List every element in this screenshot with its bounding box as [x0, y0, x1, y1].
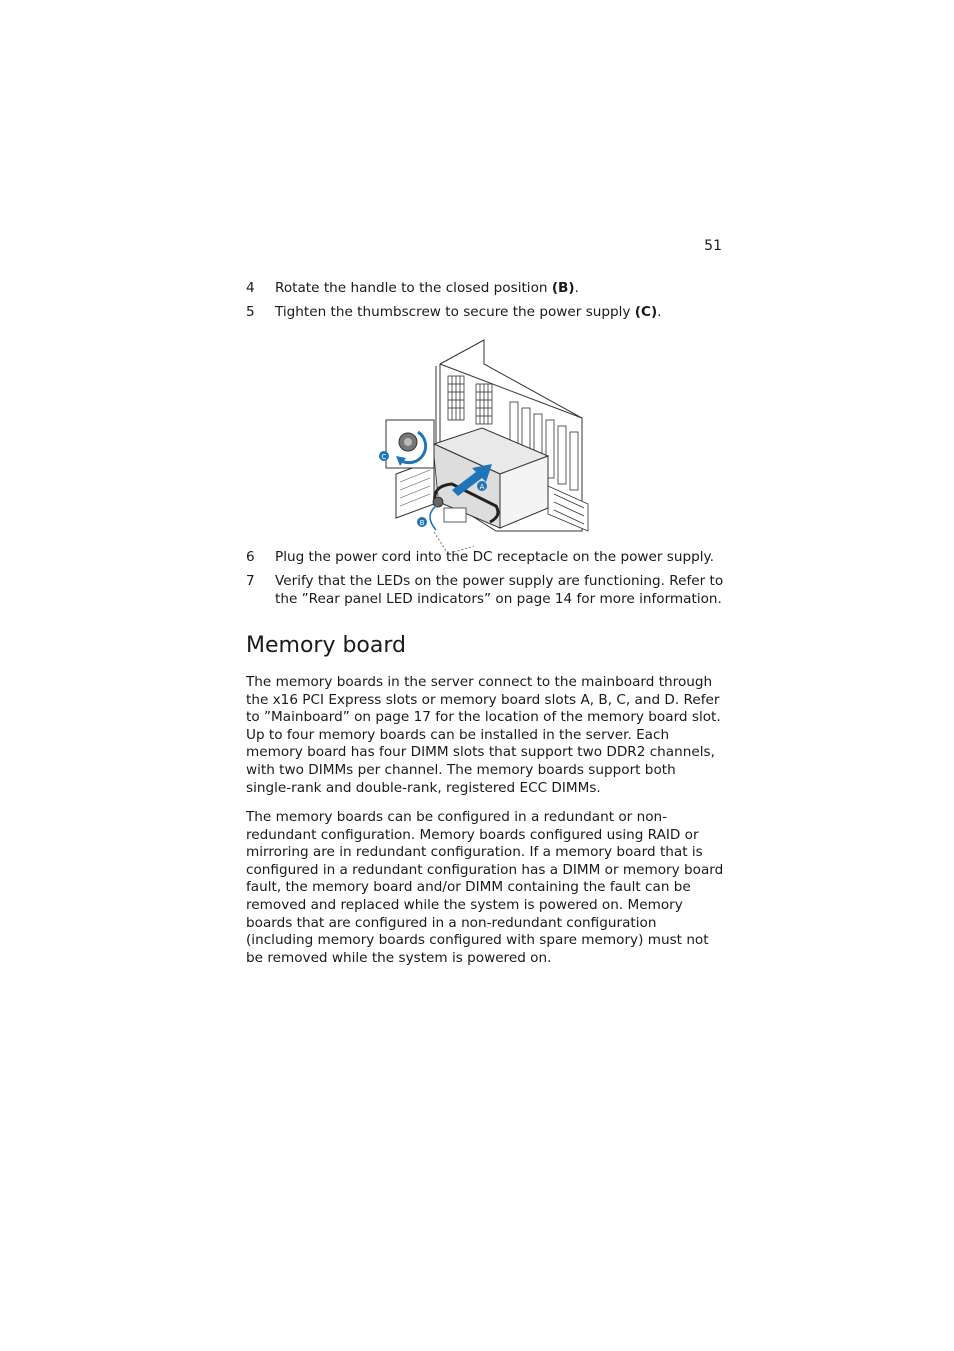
callout-a: [477, 481, 487, 491]
svg-text:A: A: [479, 483, 485, 491]
step-4: 4 Rotate the handle to the closed position (B).: [246, 280, 579, 296]
step-6: [246, 549, 726, 567]
step-number: 6: [246, 549, 255, 565]
step-7: [246, 573, 726, 608]
step-text: Verify that the LEDs on the power supply are functioning. Refer to the ”Rear panel LED indicators” on page 14 for more information.: [275, 573, 724, 607]
handle-rotate-arrow: [430, 506, 436, 530]
step-callout: (B): [551, 280, 575, 296]
svg-text:B: B: [419, 519, 425, 527]
step-text: Plug the power cord into the DC receptacle on the power supply.: [275, 549, 714, 565]
page-number: 51: [704, 238, 722, 254]
power-supply-illustration: [378, 336, 594, 552]
vent-grille-right: [476, 384, 492, 424]
step-number: 5: [246, 304, 255, 320]
body-paragraph: The memory boards can be configured in a redundant or non-redundant configuration. Memory boards configured using RAID or mirroring are in redundant configuration. If a memory board that is configured in a redundant configuration has a DIMM or memory board fault, the memory board and/or DIMM containing the fault can be removed and replaced while the system is powered on. Memory boards that are configured in a non-redundant configuration (including memory boards configured with spare memory) must not be removed while the system is powered on.: [246, 809, 724, 966]
step-5: 5 Tighten the thumbscrew to secure the power supply (C).: [246, 304, 662, 320]
step-callout: (C): [634, 304, 658, 320]
step-text: Tighten the thumbscrew to secure the power supply: [275, 304, 635, 320]
section-title: Memory board: [246, 633, 406, 658]
callout-b: [417, 517, 427, 527]
step-number: 4: [246, 280, 255, 296]
step-text: Rotate the handle to the closed position: [275, 280, 552, 296]
callout-c: [379, 451, 389, 461]
svg-text:C: C: [381, 453, 387, 461]
body-paragraph: The memory boards in the server connect to the mainboard through the x16 PCI Express slots or memory board slots A, B, C, and D. Refer to ”Mainboard” on page 17 for the location of the memory board slot. Up to four memory boards can be installed in the server. Each memory board has four DIMM slots that support two DDR2 channels, with two DIMMs per channel. The memory boards support both single-rank and double-rank, registered ECC DIMMs.: [246, 674, 721, 796]
vent-grille-left: [448, 376, 464, 420]
step-number: 7: [246, 573, 255, 589]
